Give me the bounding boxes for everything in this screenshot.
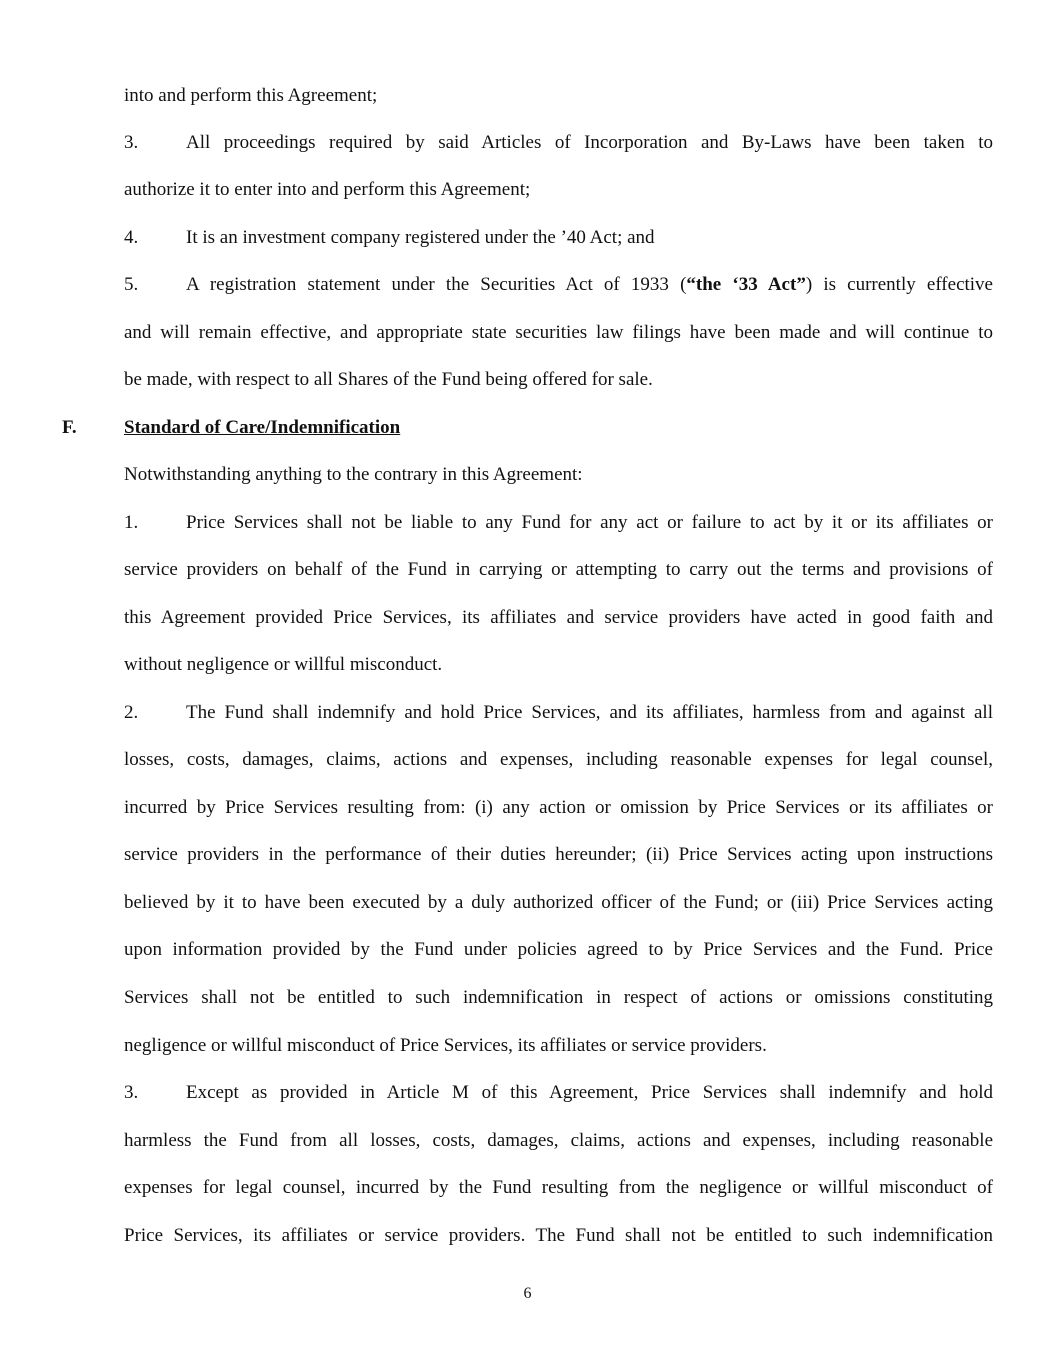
item-text: A registration statement under the Securities Act of 1933 ( [186,274,687,295]
text-line: losses, costs, damages, claims, actions and expenses, including reasonable expenses for legal counsel, [124,749,993,770]
section-title: Standard of Care/Indemnification [124,417,401,438]
text-line: expenses for legal counsel, incurred by the Fund resulting from the negligence or willful misconduct of [124,1177,993,1198]
text-line: Price Services, its affiliates or service providers. The Fund shall not be entitled to such indemnification [124,1225,993,1246]
text-line: service providers on behalf of the Fund in carrying or attempting to carry out the terms and provisions of [124,559,993,580]
text-line: negligence or willful misconduct of Price Services, its affiliates or service providers. [124,1035,767,1056]
para-1-line-1 [124,510,993,536]
item-number: 3. [124,1082,139,1103]
section-letter: F. [62,417,77,438]
text-line: without negligence or willful misconduct. [124,654,443,675]
text-line: incurred by Price Services resulting from: (i) any action or omission by Price Services or its affiliates or [124,797,993,818]
item-4-line-1 [124,225,993,251]
defined-term: “the ‘33 Act” [686,274,806,295]
item-number: 3. [124,132,139,153]
text-line: into and perform this Agreement; [124,85,378,106]
para-2-line-1 [124,700,993,726]
section-heading [124,415,993,441]
text-line: believed by it to have been executed by a duly authorized officer of the Fund; or (iii) Price Services acting [124,892,993,913]
text-line: harmless the Fund from all losses, costs, damages, claims, actions and expenses, including reasonable [124,1130,993,1151]
item-text: The Fund shall indemnify and hold Price Services, and its affiliates, harmless from and against all [186,702,993,723]
item-text: All proceedings required by said Articles of Incorporation and By-Laws have been taken to [186,132,993,153]
item-5-line-1 [124,272,993,298]
text-line: this Agreement provided Price Services, its affiliates and service providers have acted in good faith and [124,607,993,628]
text-line: and will remain effective, and appropriate state securities law filings have been made and will continue to [124,322,993,343]
item-text: Except as provided in Article M of this Agreement, Price Services shall indemnify and hold [186,1082,993,1103]
item-text: Price Services shall not be liable to any Fund for any act or failure to act by it or its affiliates or [186,512,993,533]
item-number: 1. [124,512,139,533]
page-number: 6 [523,1285,532,1302]
item-number: 4. [124,227,139,248]
text-line: service providers in the performance of their duties hereunder; (ii) Price Services acting upon instructions [124,844,993,865]
item-3-line-1 [124,130,993,156]
para-3-line-1 [124,1080,993,1106]
item-text: ) is currently effective [805,274,993,295]
item-text: It is an investment company registered under the ’40 Act; and [186,227,655,248]
item-number: 5. [124,274,139,295]
item-number: 2. [124,702,139,723]
text-line: upon information provided by the Fund under policies agreed to by Price Services and the Fund. Price [124,939,993,960]
text-line: be made, with respect to all Shares of the Fund being offered for sale. [124,369,653,390]
text-line: authorize it to enter into and perform this Agreement; [124,179,531,200]
text-line: Services shall not be entitled to such indemnification in respect of actions or omissions constituting [124,987,993,1008]
text-line: Notwithstanding anything to the contrary in this Agreement: [124,464,583,485]
